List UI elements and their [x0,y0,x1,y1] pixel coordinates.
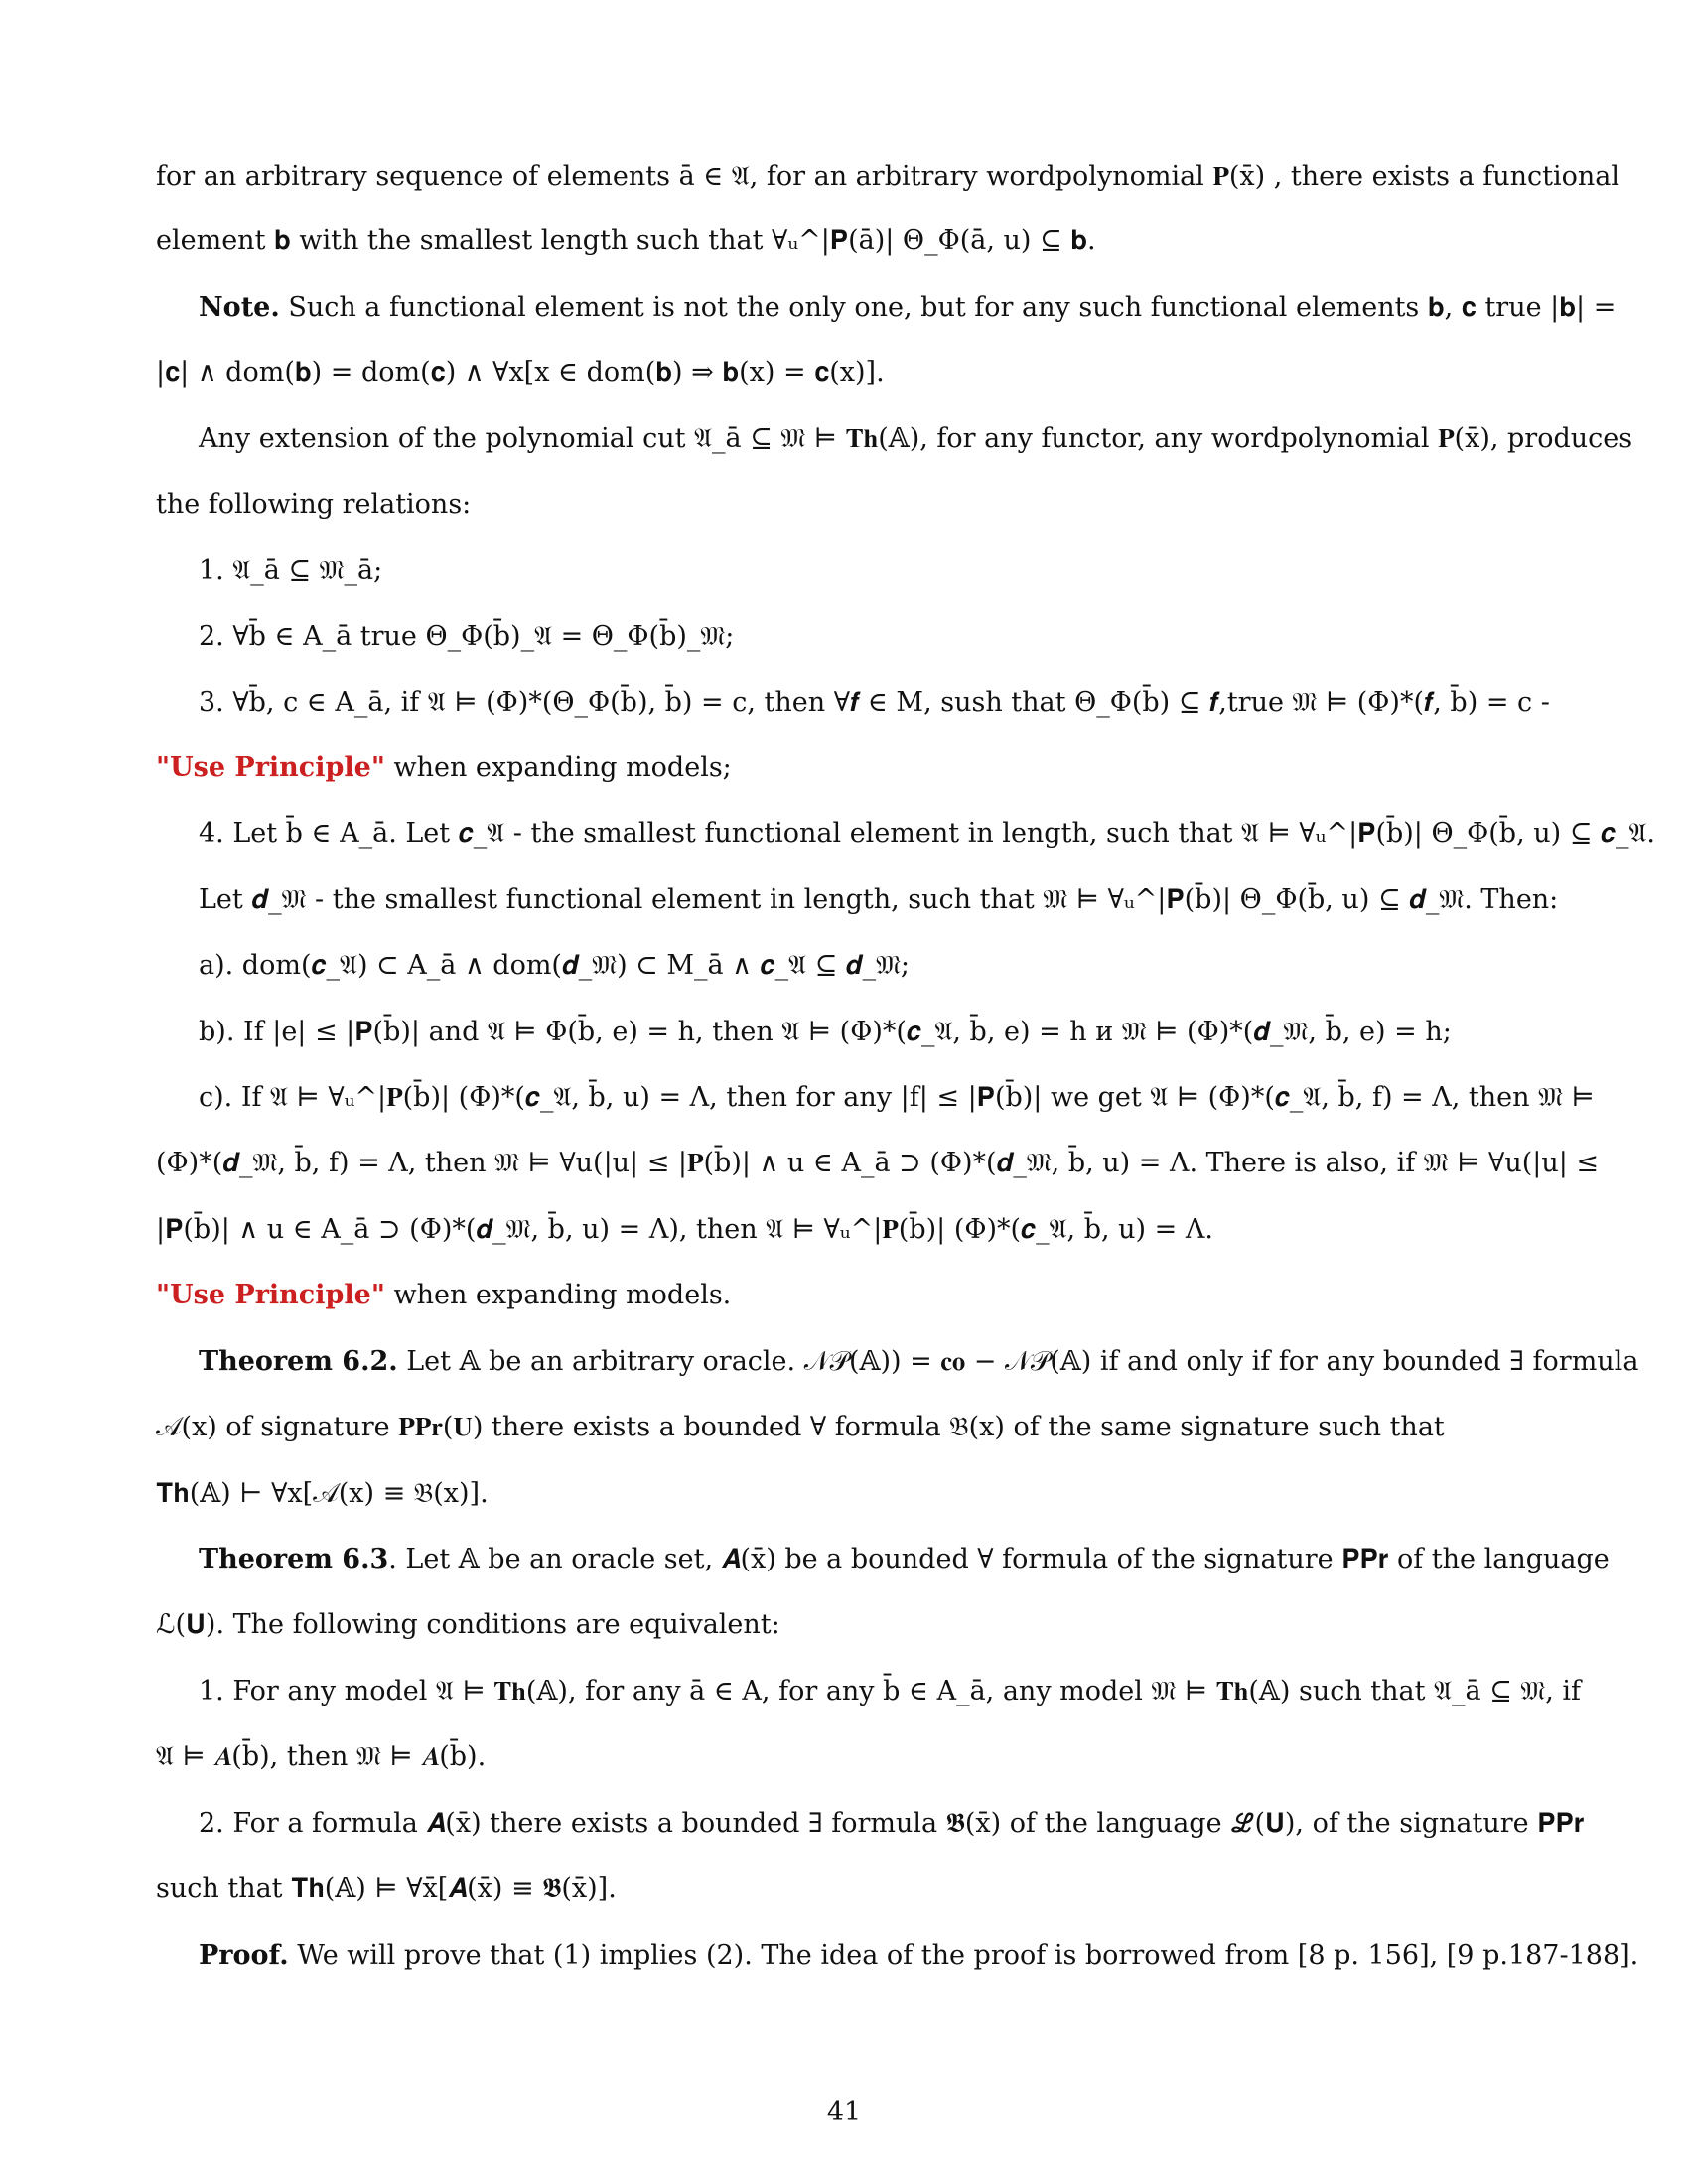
list-item: 3. ∀b̄, c ∈ A_ā, if 𝔄 ⊨ (Φ)*(Θ_Φ(b̄), b̄) = c, then ∀𝒇 ∈ M, sush that Θ_Φ(b̄) ⊆ 𝒇,true 𝔐 ⊨ (Φ)*(𝒇, b̄) = c - [199,687,1550,718]
paragraph-line: ℒ(𝐔). The following conditions are equivalent: [156,1609,780,1640]
list-item: 2. For a formula 𝑨(x̄) there exists a bounded ∃ formula 𝕭(x̄) of the language ℒ(𝐔), of the signature 𝐏𝐏𝐫 [199,1808,1585,1839]
note-line: Note. Such a functional element is not the only one, but for any such functional elements 𝐛, 𝐜 true |𝐛| = [199,292,1617,323]
paragraph-line: |𝐏(b̄)| ∧ u ∈ A_ā ⊃ (Φ)*(𝒅_𝔐, b̄, u) = Λ), then 𝔄 ⊨ ∀ᵤ^|𝐏(b̄)| (Φ)*(𝒄_𝔄, b̄, u) = Λ. [156,1214,1213,1245]
paragraph-line: such that 𝐓𝐡(𝔸) ⊨ ∀x̄[𝑨(x̄) ≡ 𝕭(x̄)]. [156,1873,617,1904]
sub-item: a). dom(𝒄_𝔄) ⊂ A_ā ∧ dom(𝒅_𝔐) ⊂ M_ā ∧ 𝒄_𝔄 ⊆ 𝒅_𝔐; [199,950,911,981]
theorem-label: Theorem 6.3 [199,1544,389,1574]
list-item: 1. For any model 𝔄 ⊨ 𝐓𝐡(𝔸), for any ā ∈ A, for any b̄ ∈ A_ā, any model 𝔐 ⊨ 𝐓𝐡(𝔸) such that 𝔄_ā ⊆ 𝔐, if [199,1676,1581,1706]
list-item: 1. 𝔄_ā ⊆ 𝔐_ā; [199,555,383,586]
note-label: Note. [199,292,280,323]
sub-item: b). If |e| ≤ |𝐏(b̄)| and 𝔄 ⊨ Φ(b̄, e) = h, then 𝔄 ⊨ (Φ)*(𝒄_𝔄, b̄, e) = h и 𝔐 ⊨ (Φ)*(𝒅_𝔐, b̄, e) = h; [199,1017,1452,1047]
paragraph-line: the following relations: [156,489,472,520]
list-item: 2. ∀b̄ ∈ A_ā true Θ_Φ(b̄)_𝔄 = Θ_Φ(b̄)_𝔐; [199,621,735,652]
paragraph-line: (Φ)*(𝒅_𝔐, b̄, f) = Λ, then 𝔐 ⊨ ∀u(|u| ≤ |𝐏(b̄)| ∧ u ∈ A_ā ⊃ (Φ)*(𝒅_𝔐, b̄, u) = Λ. There is also, if 𝔐 ⊨ ∀u(|u| ≤ [156,1148,1600,1178]
paragraph-line: |𝐜| ∧ dom(𝐛) = dom(𝐜) ∧ ∀x[x ∈ dom(𝐛) ⇒ 𝐛(x) = 𝐜(x)]. [156,357,885,388]
use-principle-label: "Use Principle" [156,1280,385,1310]
sub-item: c). If 𝔄 ⊨ ∀ᵤ^|𝐏(b̄)| (Φ)*(𝒄_𝔄, b̄, u) = Λ, then for any |f| ≤ |𝐏(b̄)| we get 𝔄 ⊨ (Φ)*(𝒄_𝔄, b̄, f) = Λ, then 𝔐 ⊨ [199,1082,1595,1113]
paragraph-line: for an arbitrary sequence of elements ā ∈ 𝔄, for an arbitrary wordpolynomial 𝐏(x̄) , there exists a functional [156,161,1620,192]
paragraph-line: 𝒜(x) of signature 𝐏𝐏𝐫(𝐔) there exists a bounded ∀ formula 𝔅(x) of the same signature such that [156,1412,1445,1442]
proof-line: Proof. We will prove that (1) implies (2). The idea of the proof is borrowed from [8 p. 156], [9 p.187-188]. [199,1940,1639,1971]
theorem-label: Theorem 6.2. [199,1346,398,1377]
use-principle-label: "Use Principle" [156,752,385,783]
theorem-line: Theorem 6.3. Let 𝔸 be an oracle set, 𝑨(x̄) be a bounded ∀ formula of the signature 𝐏𝐏𝐫 of the language [199,1544,1610,1574]
paragraph-line: 𝐓𝐡(𝔸) ⊢ ∀x[𝒜(x) ≡ 𝔅(x)]. [156,1478,489,1509]
paragraph-line: element 𝐛 with the smallest length such that ∀ᵤ^|𝐏(ā)| Θ_Φ(ā, u) ⊆ 𝐛. [156,225,1096,256]
paragraph-line: 𝔄 ⊨ 𝑨(b̄), then 𝔐 ⊨ 𝑨(b̄). [156,1741,487,1772]
paragraph-line: "Use Principle" when expanding models. [156,1280,732,1310]
proof-label: Proof. [199,1940,289,1971]
paragraph-line: "Use Principle" when expanding models; [156,752,732,783]
theorem-line: Theorem 6.2. Let 𝔸 be an arbitrary oracle. 𝒩𝒫(𝔸)) = 𝐜𝐨 − 𝒩𝒫(𝔸) if and only if for any bounded ∃ formula [199,1346,1639,1377]
paragraph-line: Any extension of the polynomial cut 𝔄_ā ⊆ 𝔐 ⊨ 𝐓𝐡(𝔸), for any functor, any wordpolynomial 𝐏(x̄), produces [199,423,1633,454]
list-item: 4. Let b̄ ∈ A_ā. Let 𝒄_𝔄 - the smallest functional element in length, such that 𝔄 ⊨ ∀ᵤ^|𝐏(b̄)| Θ_Φ(b̄, u) ⊆ 𝒄_𝔄. [199,818,1655,849]
paragraph-line: Let 𝒅_𝔐 - the smallest functional element in length, such that 𝔐 ⊨ ∀ᵤ^|𝐏(b̄)| Θ_Φ(b̄, u) ⊆ 𝒅_𝔐. Then: [199,885,1559,915]
page-number: 41 [826,2097,862,2127]
